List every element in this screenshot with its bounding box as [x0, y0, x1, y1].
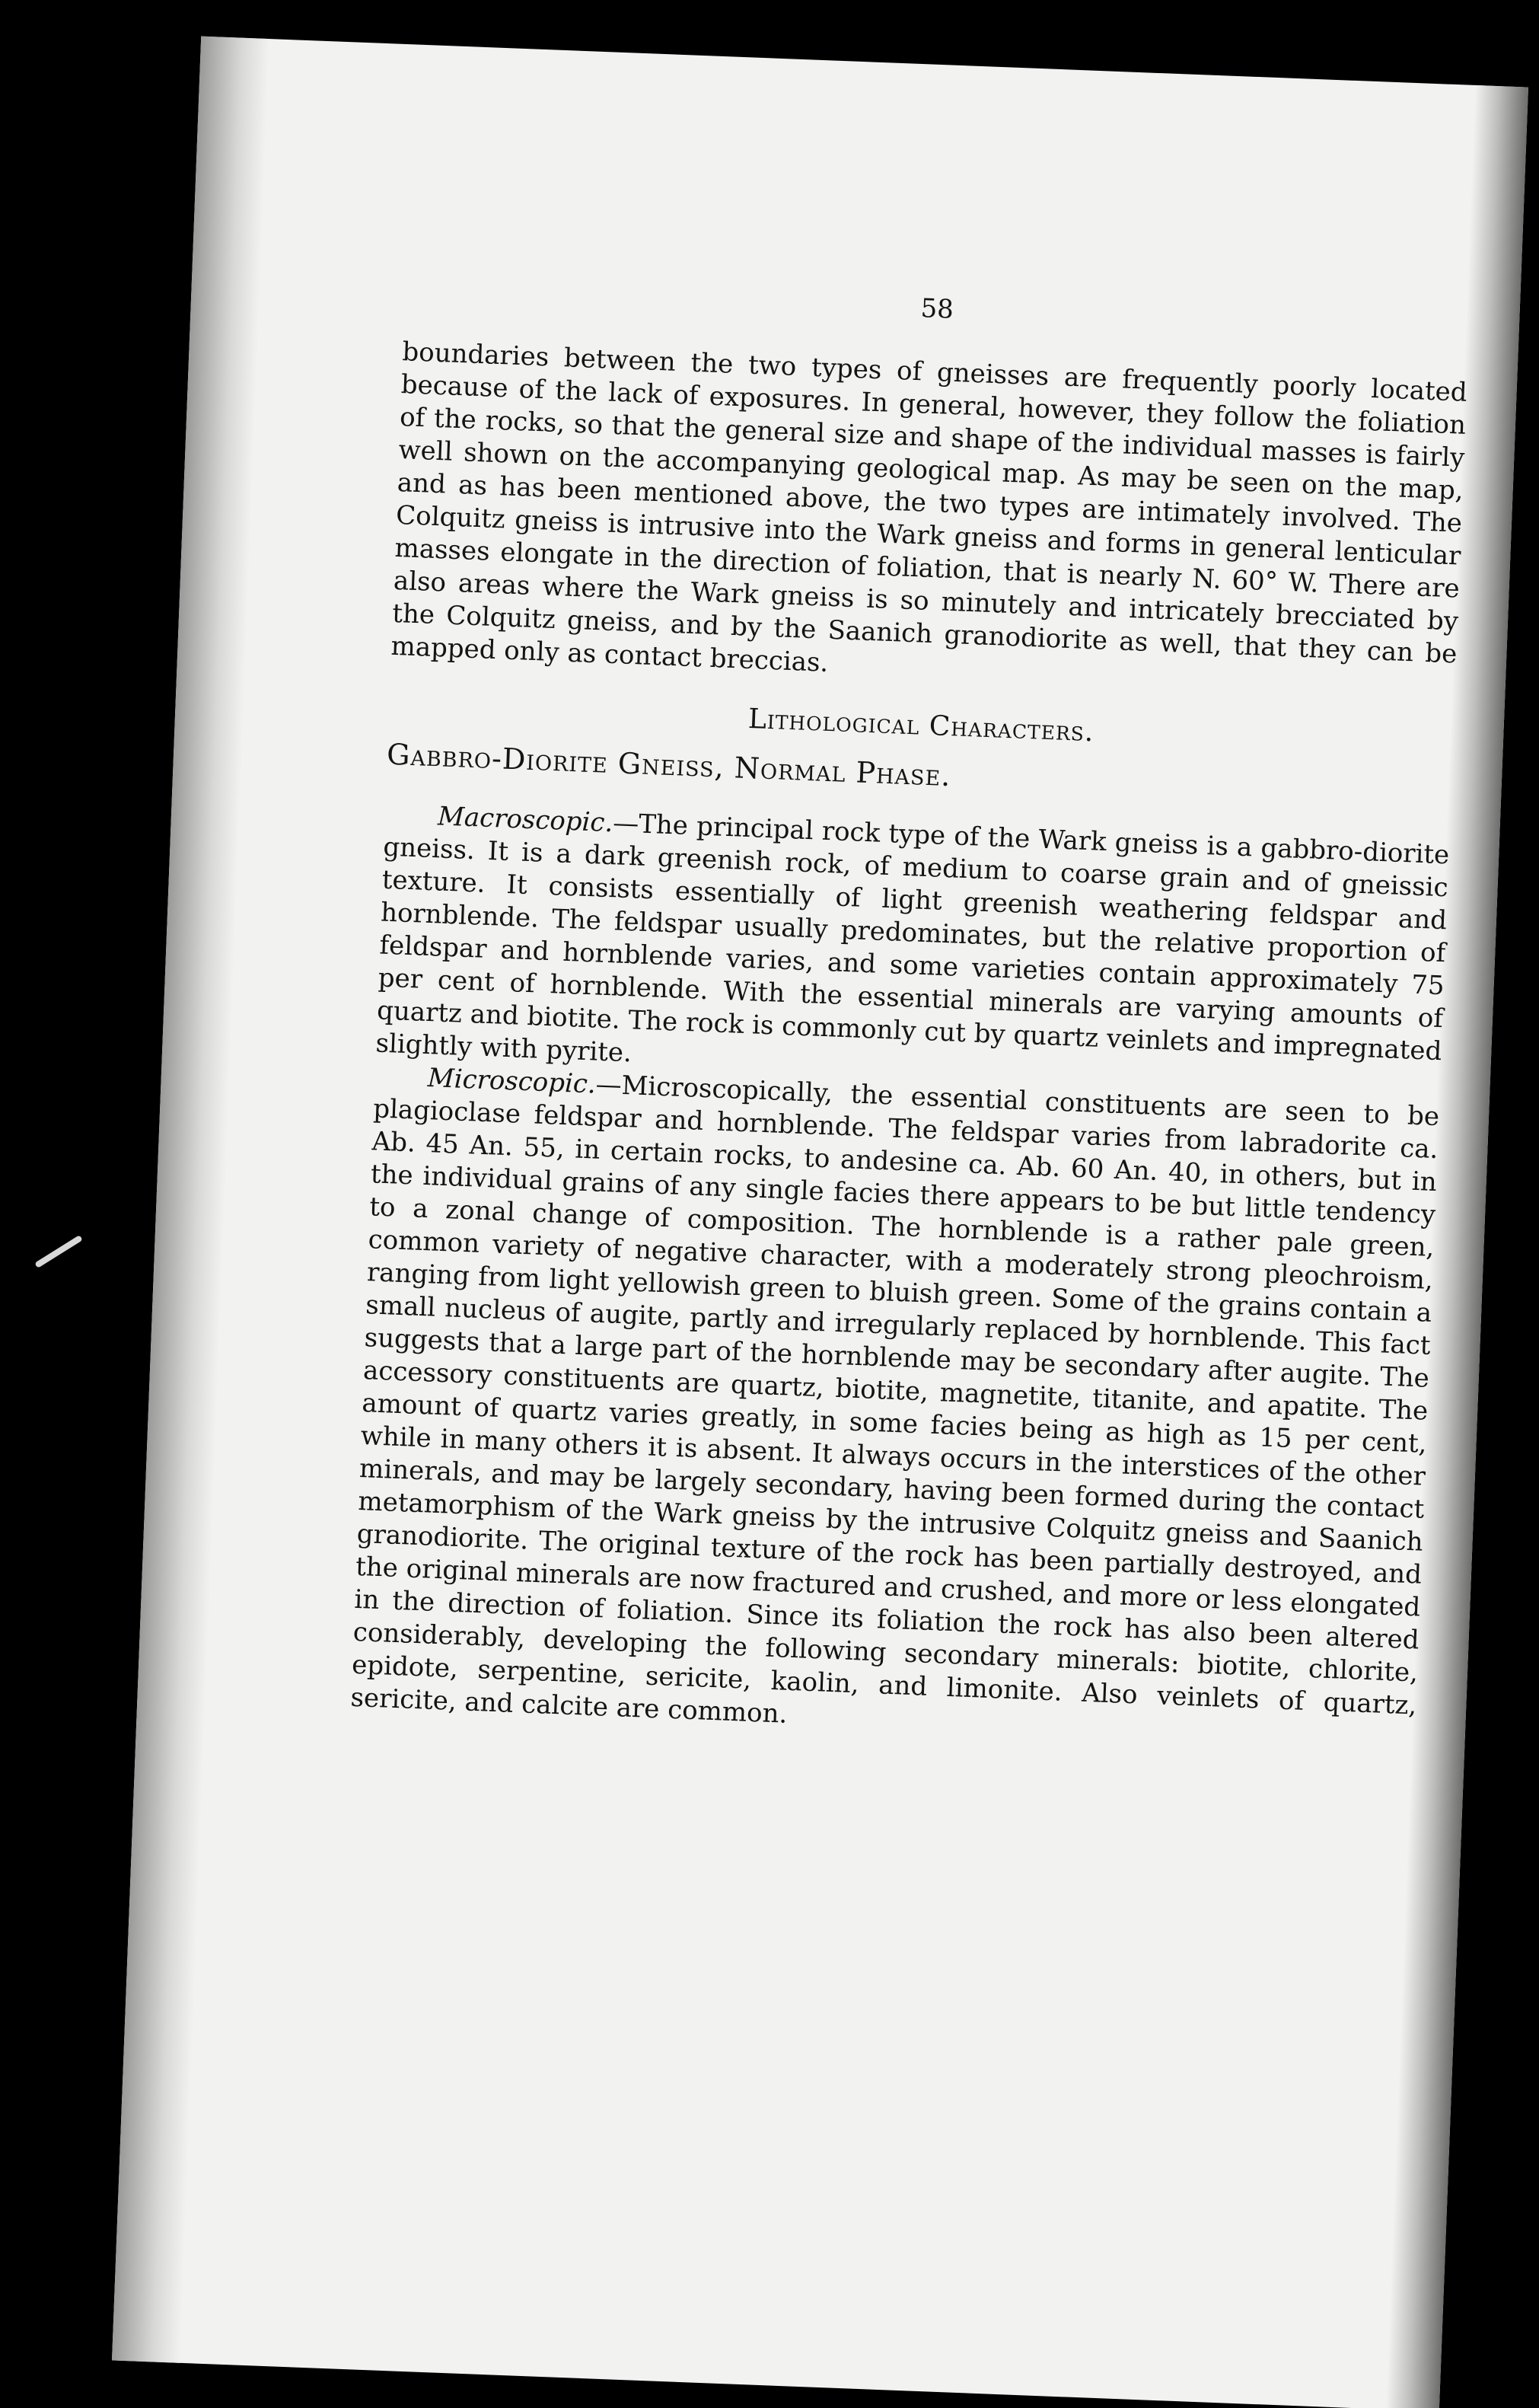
microscopic-text: —Microscopically, the essential constituents are seen to be plagioclase feldspar and hornblende. The feldspar varies from labradorite ca. Ab. 45 An. 55, in certain rocks, to andesine ca. Ab. 60 An. 40, in others, but in the individual grains of any single facies there appears to be but little tendency to a zonal change of composition. The hornblende is a rather pale green, common variety of negative character, with a moderately strong pleochroism, ranging from light yellowish green to bluish green. Some of the grains contain a small nucleus of augite, partly and irregularly replaced by hornblende. This fact suggests that a large part of the hornblende may be secondary after augite. The accessory constituents are quartz, biotite, magnetite, titanite, and apatite. The amount of quartz varies greatly, in some facies being as high as 15 per cent, while in many others it is absent. It always occurs in the interstices of the other minerals, and may be largely secondary, having been formed during the contact metamorphism of the Wark gneiss by the intrusive Colquitz gneiss and Saanich granodiorite. The original texture of the rock has been partially destroyed, and the original minerals are now fractured and crushed, and more or less elongated in the direction of foliation. Since its foliation the rock has also been altered considerably, developing the following secondary minerals: biotite, chlorite, epidote, serpentine, sericite, kaolin, and limonite. Also veinlets of quartz, sericite, and calcite are common. [349, 1069, 1440, 1730]
page-number: 58 [919, 293, 954, 325]
intro-paragraph: boundaries between the two types of gneisses are frequently poorly located because of the lack of exposures. In general, however, they follow the foliation of the rocks, so that the general size and shape of the individual masses is fairly well shown on the accompanying geological map. As may be seen on the map, and as has been mentioned above, the two types are intimately involved. The Colquitz gneiss is intrusive into the Wark gneiss and forms in general lenticular masses elongate in the direction of foliation, that is nearly N. 60° W. There are also areas where the Wark gneiss is so minutely and intricately brecciated by the Colquitz gneiss, and by the Saanich granodiorite as well, that they can be mapped only as contact breccias. [390, 336, 1468, 678]
pencil-mark [34, 1235, 83, 1268]
macroscopic-lead: Macroscopic. [437, 801, 614, 839]
page-text [350, 273, 1470, 1755]
book-page [112, 37, 1528, 2408]
macroscopic-paragraph [375, 799, 1450, 1101]
subsection-heading: Gabbro-Diorite Gneiss, Normal Phase. [386, 737, 952, 793]
section-heading: Lithological Characters. [747, 703, 1095, 748]
page-gutter-shadow [112, 37, 269, 2363]
macroscopic-text: —The principal rock type of the Wark gneiss is a gabbro-diorite gneiss. It is a dark greenish rock, of medium to coarse grain and of gneissic texture. It consists essentially of light greenish weathering feldspar and hornblende. The feldspar usually predominates, but the relative proportion of feldspar and hornblende varies, and some varieties contain approximately 75 per cent of hornblende. With the essential minerals are varying amounts of quartz and biotite. The rock is commonly cut by quartz veinlets and impregnated slightly with pyrite. [374, 808, 1450, 1069]
microscopic-lead: Microscopic. [427, 1063, 597, 1100]
microscopic-paragraph [350, 1060, 1440, 1755]
